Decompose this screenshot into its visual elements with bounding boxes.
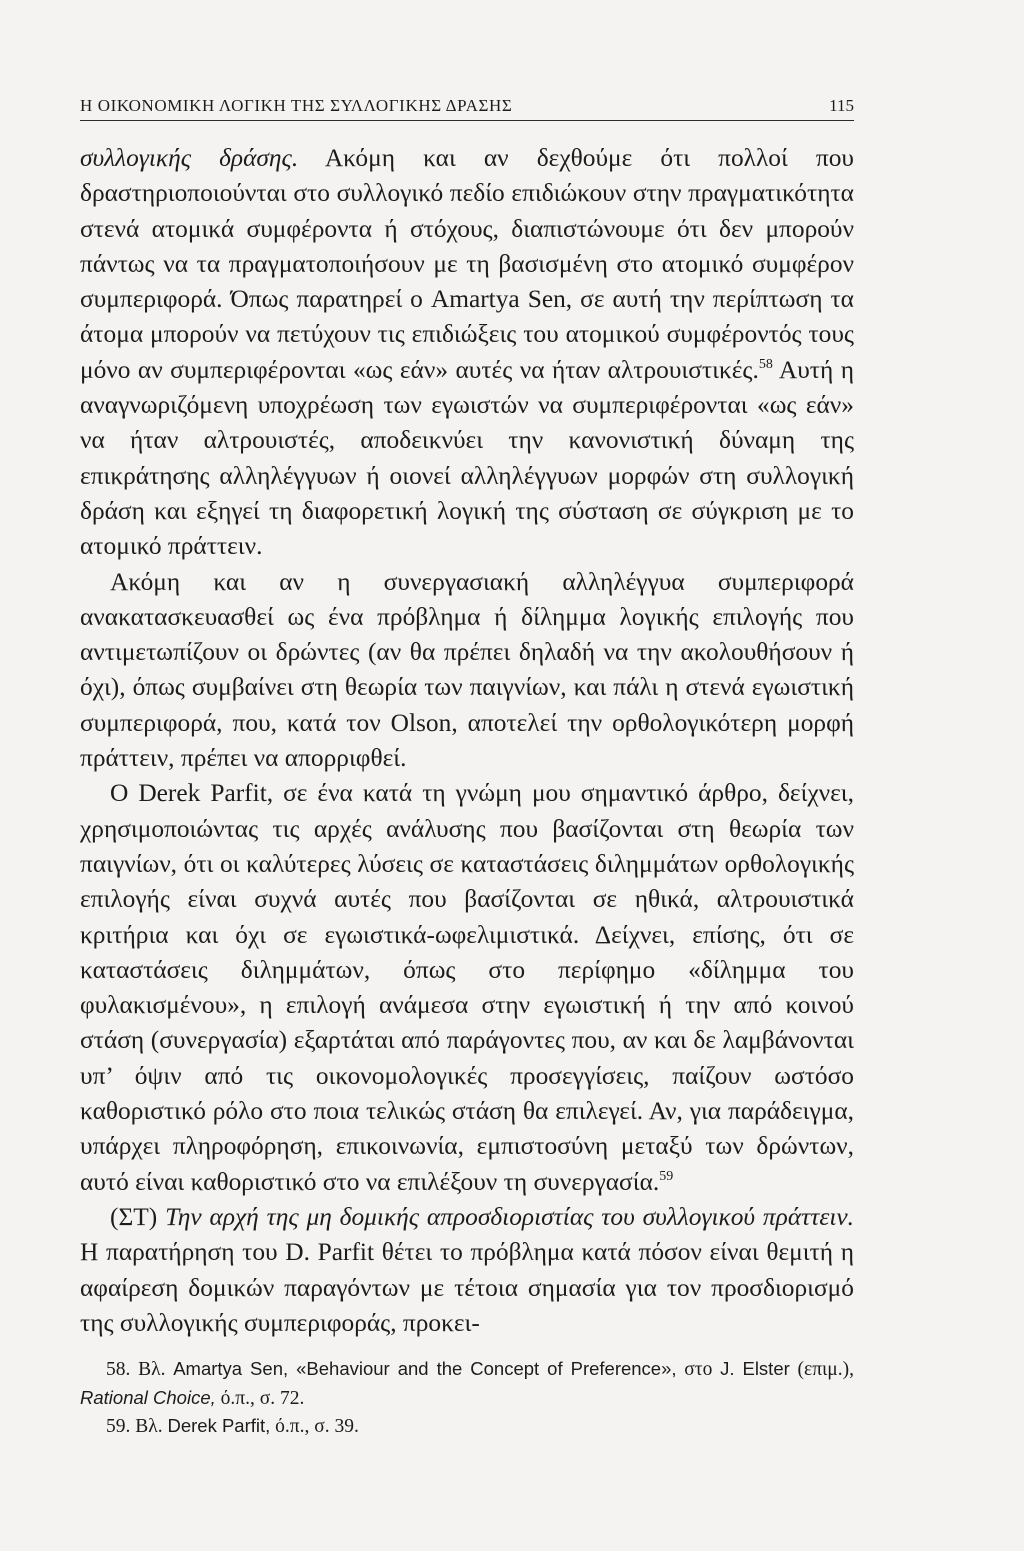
main-text xyxy=(80,141,854,1341)
paragraph-2 xyxy=(80,565,854,777)
author-name: Amartya Sen xyxy=(430,285,566,314)
text-run: , σε αυτή την περίπτωση τα άτομα μπορούν να πετύχουν τις επιδιώξεις του ατομικού συμφέροντός τους μόνο αν συμπεριφέρονται «ως εάν» αυτές να ήταν αλτρουιστικές. xyxy=(80,285,854,384)
page-number: 115 xyxy=(829,96,854,115)
footnote-58 xyxy=(80,1355,854,1412)
footnotes xyxy=(80,1355,854,1441)
author-name: Derek Parfit xyxy=(138,779,267,808)
text-run: στο xyxy=(676,1359,721,1381)
citation-author: Amartya Sen, «Behaviour and the Concept of Preference», xyxy=(173,1358,677,1380)
paragraph-1 xyxy=(80,141,854,565)
paragraph-4 xyxy=(80,1200,854,1341)
citation-title: Rational Choice, xyxy=(80,1386,216,1408)
text-run: ό.π., σ. 72. xyxy=(215,1387,305,1409)
footnote-ref-59[interactable]: 59 xyxy=(659,1168,674,1184)
text-run: Ακόμη και αν δεχθούμε ότι πολλοί που δραστηριοποιούνται στο συλλογικό πεδίο επιδιώκουν στην πραγματικότητα στενά ατομικά συμφέροντα ή στόχους, διαπιστώνουμε ότι δεν μπορούν πάντως να τα πραγματοποιήσουν με τη βασισμένη στο ατομικό συμφέρον συμπεριφορά. Όπως παρατηρεί ο xyxy=(80,144,854,314)
author-name: Olson xyxy=(390,708,452,737)
text-run: 58. Βλ. xyxy=(106,1359,174,1381)
section-label: (ΣΤ) xyxy=(110,1202,166,1231)
text-run: Ακόμη και αν η συνεργασιακή αλληλέγγυα συμπεριφορά ανακατασκευασθεί ως ένα πρόβλημα ή δίλημμα λογικής επιλογής που αντιμετωπίζουν οι δρώντες (αν θα πρέπει δηλαδή να την ακολουθήσουν ή όχι), όπως συμβαίνει στη θεωρία των παιγνίων, και πάλι η στενά εγωιστική συμπεριφορά, που, κατά τον xyxy=(80,567,854,737)
text-run: Η παρατήρηση του xyxy=(80,1238,286,1267)
text-run: ό.π., σ. 39. xyxy=(270,1416,359,1438)
footnote-ref-58[interactable]: 58 xyxy=(758,356,773,372)
text-run: θέτει το πρόβλημα κατά πόσον είναι θεμιτή η αφαίρεση δομικών παραγόντων με τέτοια σημασία για τον προσδιορισμό της συλλογικής συμπεριφοράς, προκει- xyxy=(80,1238,855,1337)
footnote-59 xyxy=(80,1412,854,1441)
running-header xyxy=(80,96,854,121)
text-run: Ο xyxy=(110,779,139,808)
text-run: , σε ένα κατά τη γνώμη μου σημαντικό άρθρο, δείχνει, χρησιμοποιώντας τις αρχές ανάλυσης που βασίζονται στη θεωρία των παιγνίων, ότι οι καλύτερες λύσεις σε καταστάσεις διλημμάτων ορθολογικής επιλογής είναι συχνά αυτές που βασίζονται σε ηθικά, αλτρουιστικά κριτήρια και όχι σε εγωιστικά-ωφελιμιστικά. Δείχνει, επίσης, ότι σε καταστάσεις διλημμάτων, όπως στο περίφημο «δίλημμα του φυλακισμένου», η επιλογή ανάμεσα στην εγωιστική ή την από κοινού στάση (συνεργασία) εξαρτάται από παράγοντες που, αν και δε λαμβάνονται υπ’ όψιν από τις οικονομολογικές προσεγγίσεις, παίζουν ωστόσο καθοριστικό ρόλο στο ποια τελικώς στάση θα επιλεγεί. Αν, για παράδειγμα, υπάρχει πληροφόρηση, επικοινωνία, εμπιστοσύνη μεταξύ των δρώντων, αυτό είναι καθοριστικό στο να επιλέξουν τη συνεργασία. xyxy=(80,779,854,1196)
paragraph-3 xyxy=(80,776,854,1200)
italic-lead: συλλογικής δράσης. xyxy=(80,144,299,172)
author-name: D. Parfit xyxy=(285,1238,375,1267)
book-page xyxy=(80,96,854,1441)
text-run: , αποτελεί την ορθολογικότερη μορφή πράττειν, πρέπει να απορριφθεί. xyxy=(80,708,854,773)
running-title: Η ΟΙΚΟΝΟΜΙΚΗ ΛΟΓΙΚΗ ΤΗΣ ΣΥΛΛΟΓΙΚΗΣ ΔΡΑΣΗΣ xyxy=(80,96,513,115)
text-run: Αυτή η αναγνωριζόμενη υποχρέωση των εγωιστών να συμπεριφέρονται «ως εάν» να ήταν αλτρουιστές, αποδεικνύει την κανονιστική δύναμη της επικράτησης αλληλέγγυων ή οιονεί αλληλέγγυων μορφών στη συλλογική δράση και εξηγεί τη διαφορετική λογική της σύσταση σε σύγκριση με το ατομικό πράττειν. xyxy=(80,355,854,561)
text-run: (επιμ.), xyxy=(789,1359,854,1381)
text-run: 59. Βλ. xyxy=(106,1416,168,1438)
citation-editor: J. Elster xyxy=(720,1358,790,1380)
section-title: Την αρχή της μη δομικής απροσδιοριστίας του συλλογικού πράττειν. xyxy=(165,1202,854,1231)
citation-author: Derek Parfit, xyxy=(167,1415,271,1437)
